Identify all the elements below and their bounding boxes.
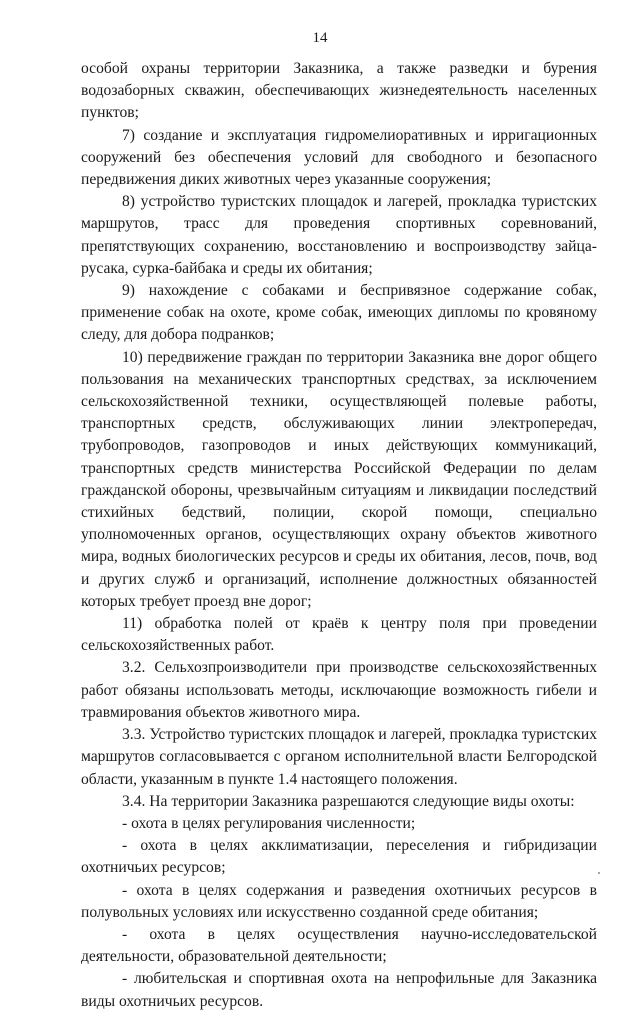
paragraph-item-9: 9) нахождение с собаками и беспривязное содержание собак, применение собак на охоте, кроме собак, имеющих дипломы по кровяному следу, для добора подранков; [81, 282, 597, 344]
list-item-hunting-acclimatization: - охота в целях акклиматизации, переселения и гибридизации охотничьих ресурсов; [81, 837, 597, 877]
page-number: 14 [312, 30, 328, 46]
list-item-hunting-research: - охота в целях осуществления научно-исследовательской деятельности, образовательной деятельности; [81, 925, 597, 966]
paragraph-3-2: 3.2. Сельхозпроизводители при производстве сельскохозяйственных работ обязаны использовать методы, исключающие возможность гибели и травмирования объектов животного мира. [81, 659, 597, 721]
paragraph-3-4: 3.4. На территории Заказника разрешаются следующие виды охоты: [122, 792, 575, 810]
list-item-hunting-breeding: - охота в целях содержания и разведения охотничьих ресурсов в полувольных условиях или искусственно созданной среде обитания; [81, 881, 597, 921]
paragraph-item-10: 10) передвижение граждан по территории Заказника вне дорог общего пользования на механических транспортных средствах, за исключением сельскохозяйственной техники, осуществляющей полевые работы, транспортных средств, обслуживающих линии электропередач, трубопроводов, газопроводов и иных действующих коммуникаций, транспортных средств министерства Российской Федерации по делам гражданской обороны, чрезвычайным ситуациям и ликвидации последствий стихийных бедствий, полиции, скорой помощи, специально уполномоченных органов, осуществляющих охрану объектов животного мира, водных биологических ресурсов и среды их обитания, лесов, почв, вод и других служб и организаций, исполнение должностных обязанностей которых требует проезд вне дорог; [81, 348, 597, 610]
paragraph-3-3: 3.3. Устройство туристских площадок и лагерей, прокладка туристских маршрутов согласовывается с органом исполнительной власти Белгородской области, указанным в пункте 1.4 настоящего положения. [81, 726, 597, 788]
document-body [81, 58, 597, 1013]
paragraph-item-7: 7) создание и эксплуатация гидромелиоративных и ирригационных сооружений без обеспечения условий для свободного и безопасного передвижения диких животных через указанные сооружения; [81, 126, 597, 189]
list-item-hunting-regulation: - охота в целях регулирования численности; [122, 814, 416, 832]
scan-speck [598, 872, 600, 874]
list-item-hunting-amateur-sport: - любительская и спортивная охота на непрофильные для Заказника виды охотничьих ресурсов. [81, 970, 597, 1010]
paragraph-item-8: 8) устройство туристских площадок и лагерей, прокладка туристских маршрутов, трасс для проведения спортивных соревнований, препятствующих сохранению, восстановлению и воспроизводству зайца-русака, сурка-байбака и среды их обитания; [81, 193, 597, 277]
paragraph-item-11: 11) обработка полей от краёв к центру поля при проведении сельскохозяйственных работ. [81, 615, 597, 655]
paragraph-continued: особой охраны территории Заказника, а также разведки и бурения водозаборных скважин, обеспечивающих жизнедеятельность населенных пунктов; [81, 60, 597, 122]
